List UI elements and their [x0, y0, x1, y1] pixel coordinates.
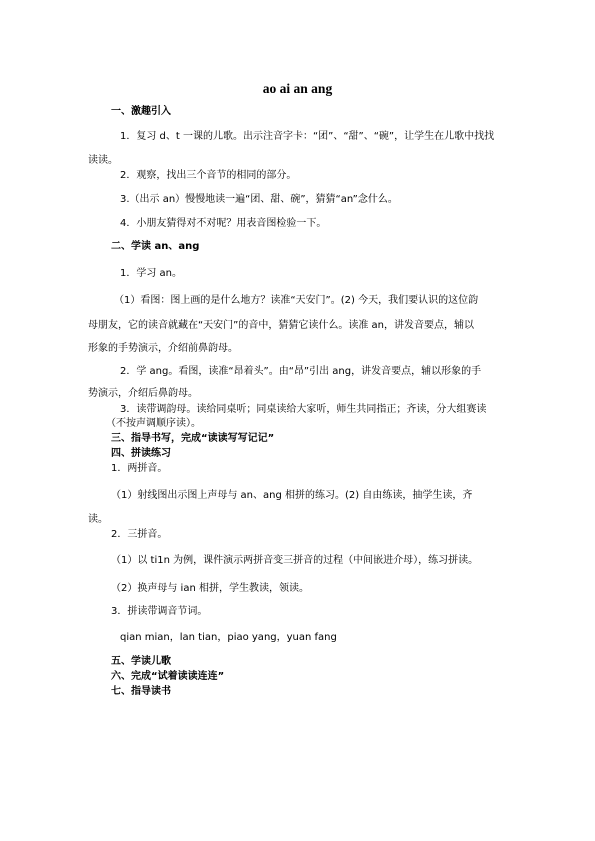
paragraph: 3．拼读带调音节词。 [111, 606, 208, 617]
paragraph: （不按声调顺序读）。 [106, 418, 201, 429]
section-7-heading: 七、指导读书 [111, 686, 171, 697]
paragraph: 2．学 ang。看图，读准“昂着头”。由“昂”引出 ang，讲发音要点，辅以形象的手 [120, 366, 482, 377]
paragraph: 读。 [88, 514, 108, 525]
paragraph: （2）换声母与 ian 相拼，学生教读，领读。 [111, 583, 309, 594]
section-1-heading: 一、激趣引入 [111, 106, 171, 117]
section-5-heading: 五、学读儿歌 [111, 656, 171, 667]
paragraph: 2．三拼音。 [111, 529, 168, 540]
paragraph: （1）以 ti1n 为例，课件演示两拼音变三拼音的过程（中间嵌进介母），练习拼读。 [111, 555, 479, 566]
paragraph: 3.（出示 an）慢慢地读一遍“团、甜、碗”，猜猜“an”念什么。 [120, 194, 398, 205]
section-4-heading: 四、拼读练习 [111, 448, 171, 459]
paragraph: 3．读带调韵母。读给同桌听；同桌读给大家听，师生共同指正；齐读，分大组赛读 [120, 404, 487, 415]
section-2-heading: 二、学读 an、ang [111, 241, 200, 252]
paragraph: （1）看图：图上画的是什么地方？读准“天安门”。(2) 今天，我们要认识的这位韵 [114, 295, 479, 306]
paragraph: 1．学习 an。 [120, 268, 183, 279]
document-title: ao ai an ang [262, 81, 333, 96]
section-6-heading: 六、完成“试着读读连连” [111, 671, 225, 682]
paragraph: 读读。 [88, 155, 118, 166]
pinyin-words: qian mian，lan tian，piao yang，yuan fang [120, 632, 337, 643]
section-3-heading: 三、指导书写，完成“读读写写记记” [111, 433, 275, 444]
paragraph: 4．小朋友猜得对不对呢？用表音图检验一下。 [120, 218, 327, 229]
paragraph: （1）射线图出示图上声母与 an、ang 相拼的练习。(2) 自由练读，抽学生读，齐 [111, 490, 473, 501]
paragraph: 2．观察，找出三个音节的相同的部分。 [120, 170, 297, 181]
paragraph: 形象的手势演示，介绍前鼻韵母。 [88, 343, 238, 354]
paragraph: 1．两拼音。 [111, 463, 168, 474]
paragraph: 母朋友，它的读音就藏在“天安门”的音中，猜猜它读什么。读准 an，讲发音要点，辅以 [88, 320, 475, 331]
paragraph: 势演示，介绍后鼻韵母。 [88, 388, 198, 399]
paragraph: 1．复习 d、t 一课的儿歌。出示注音字卡：“团”、“甜”、“碗”，让学生在儿歌中找找 [120, 131, 495, 142]
